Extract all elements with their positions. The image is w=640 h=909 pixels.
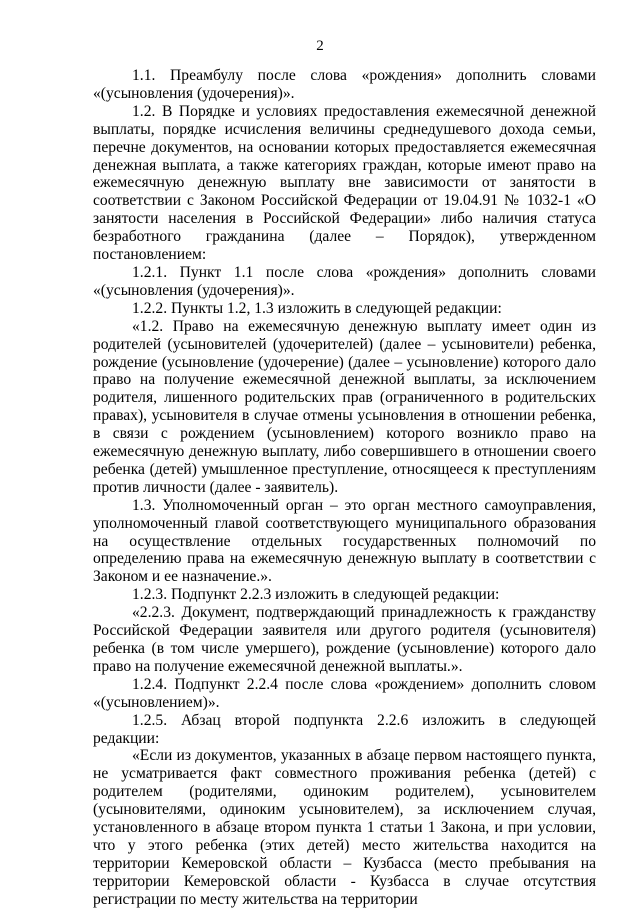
paragraph-1-2: 1.2. В Порядке и условиях предоставления ежемесячной денежной выплаты, порядке исчисления величины среднедушевого дохода семьи, перечне документов, на основании которых предоставляется ежемесячная денежная выплата, а также категориях граждан, которые имеют право на ежемесячную денежную выплату вне зависимости от занятости в соответствии с Законом Российской Федерации от 19.04.91 № 1032-1 «О занятости населения в Российской Федерации» либо наличия статуса безработного гражданина (далее – Порядок), утвержденном постановлением: xyxy=(93,102,596,264)
paragraph-1-2-3: 1.2.3. Подпункт 2.2.3 изложить в следующей редакции: xyxy=(132,586,500,604)
quoted-clause-2-2-6: «Если из документов, указанных в абзаце первом настоящего пункта, не усматривается факт совместного проживания ребенка (детей) с родителем (родителями, одиноким родителем), усыновителем (усыновителями, одиноким усыновителем), за исключением случая, установленного в абзаце втором пункта 1 статьи 1 Закона, и при условии, что у этого ребенка (этих детей) место жительства находится на территории Кемеровской области – Кузбасса (место пребывания на территории Кемеровской области - Кузбасса в случае отсутствия регистрации по месту жительства на территории xyxy=(93,747,596,908)
quoted-clause-2-2-3: «2.2.3. Документ, подтверждающий принадлежность к гражданству Российской Федерации заявителя или другого родителя (усыновителя) ребенка (в том числе умершего), рождение (усыновление) которого дало право на получение ежемесячной денежной выплаты.». xyxy=(93,604,596,675)
page-number: 2 xyxy=(316,38,324,54)
paragraph-1-2-2: 1.2.2. Пункты 1.2, 1.3 изложить в следующей редакции: xyxy=(132,299,502,317)
quoted-clause-1-3: 1.3. Уполномоченный орган – это орган местного самоуправления, уполномоченный главой соответствующего муниципального образования на осуществление отдельных государственных полномочий по определению права на ежемесячную денежную выплату в соответствии с Законом и ее назначение.». xyxy=(93,496,596,586)
paragraph-1-1: 1.1. Преамбулу после слова «рождения» дополнить словами «(усыновления (удочерения)». xyxy=(93,67,596,102)
paragraph-1-2-1: 1.2.1. Пункт 1.1 после слова «рождения» дополнить словами «(усыновления (удочерения)». xyxy=(93,263,596,299)
paragraph-1-2-4: 1.2.4. Подпункт 2.2.4 после слова «рождением» дополнить словом «(усыновлением)». xyxy=(93,675,596,711)
quoted-clause-1-2: «1.2. Право на ежемесячную денежную выплату имеет один из родителей (усыновителей (удочерителей) (далее – усыновители) ребенка, рождение (усыновление (удочерение) (далее – усыновление) которого дало право на получение ежемесячной денежной выплаты, за исключением родителя, лишенного родительских прав (ограниченного в родительских правах), усыновителя в случае отмены усыновления в отношении ребенка, в связи с рождением (усыновлением) которого возникло право на ежемесячную денежную выплату, либо совершившего в отношении своего ребенка (детей) умышленное преступление, относящееся к преступлениям против личности (далее - заявитель). xyxy=(93,317,596,496)
paragraph-1-2-5: 1.2.5. Абзац второй подпункта 2.2.6 изложить в следующей редакции: xyxy=(93,711,596,747)
document-body xyxy=(93,67,596,909)
